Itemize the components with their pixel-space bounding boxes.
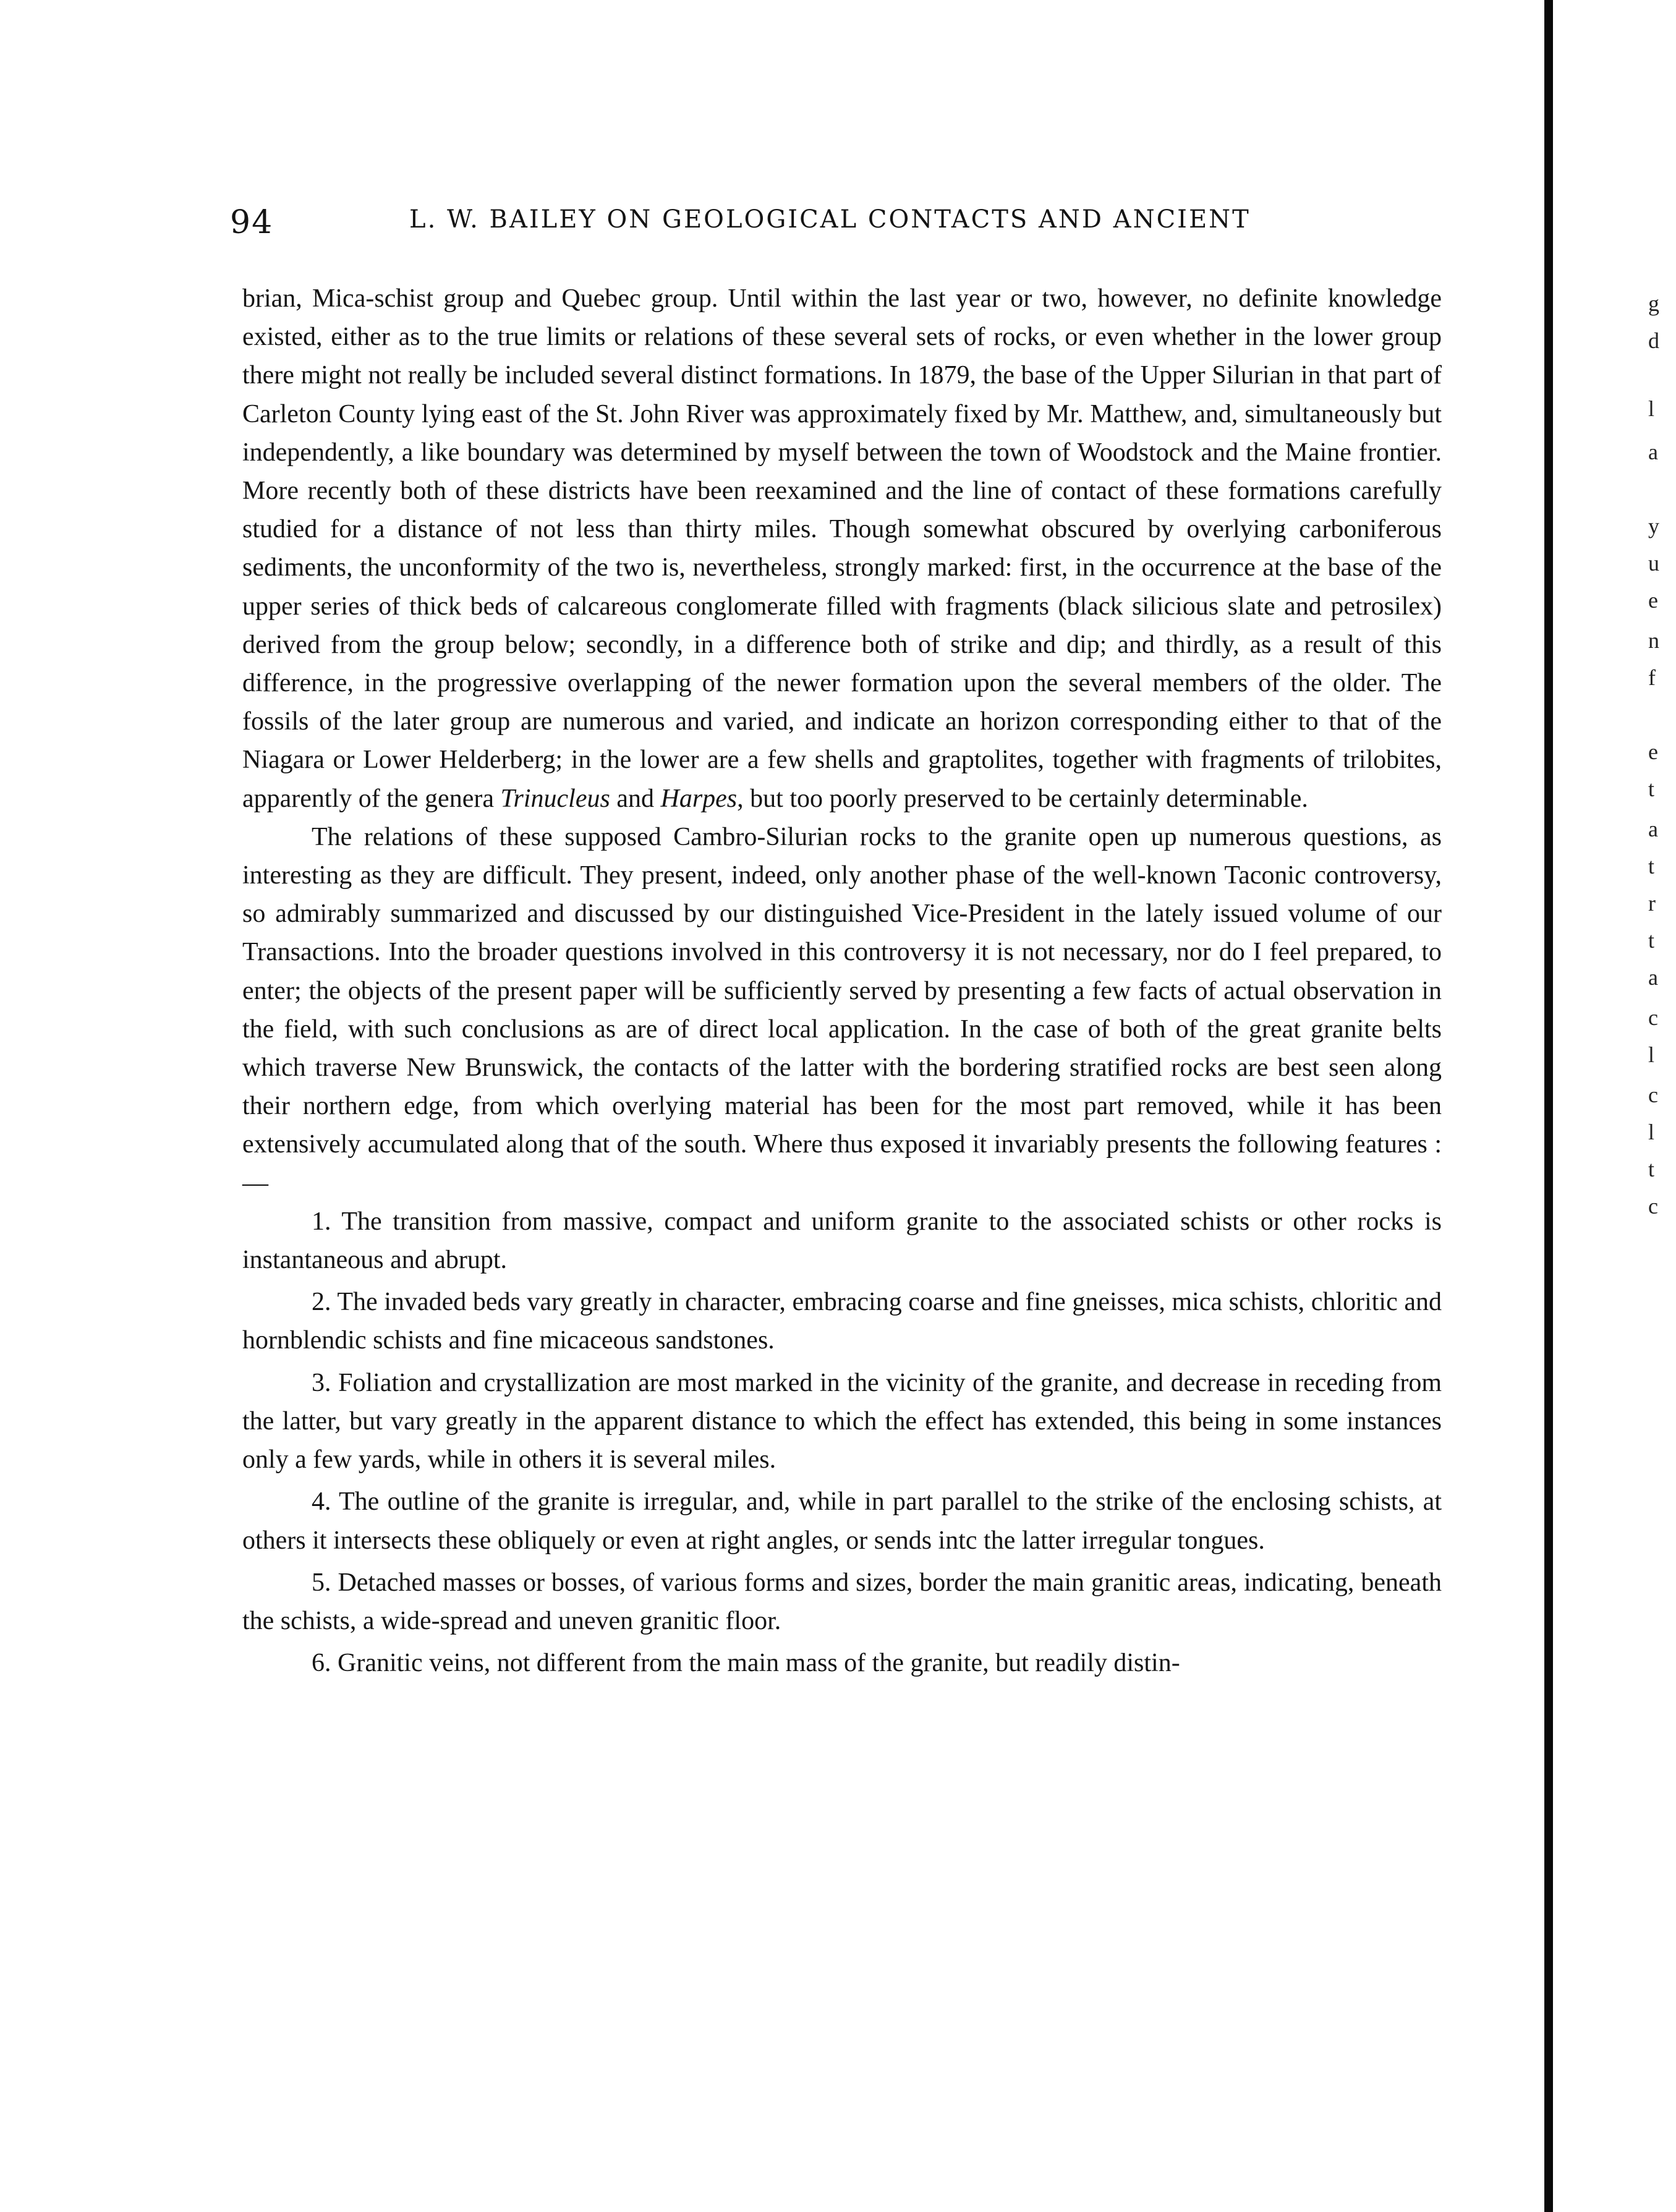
margin-fragment-char: e: [1648, 739, 1658, 764]
margin-fragment-char: t: [1648, 1157, 1655, 1181]
feature-item-3: 3. Foliation and crystallization are most marked in the vicinity of the granite, and decrease in receding from the latter, but vary greatly in the apparent distance to which the effect has extended, this being in some instances only a few yards, while in others it is several miles.: [242, 1368, 1442, 1474]
body-text: [242, 279, 1442, 1682]
margin-fragment-char: a: [1648, 817, 1658, 841]
paragraph-1-text-a: brian, Mica-schist group and Quebec group. Until within the last year or two, however, no definite knowledge existed, either as to the true limits or relations of these several sets of rocks, or even whether in the lower group there might not really be included several distinct formations. In 1879, the base of the Upper Silurian in that part of Carleton County lying east of the St. John River was approximately fixed by Mr. Matthew, and, simultaneously but independently, a like boundary was determined by myself between the town of Woodstock and the Maine frontier. More recently both of these districts have been reexamined and the line of contact of these formations carefully studied for a distance of not less than thirty miles. Though somewhat obscured by overlying carboniferous sediments, the unconformity of the two is, nevertheless, strongly marked: first, in the occurrence at the base of the upper series of thick beds of calcareous conglomerate filled with fragments (black silicious slate and petrosilex) derived from the group below; secondly, in a difference both of strike and dip; and thirdly, as a result of this difference, in the progressive overlapping of the newer formation upon the several members of the older. The fossils of the later group are numerous and varied, and indicate an horizon corresponding either to that of the Niagara or Lower Helderberg; in the lower are a few shells and graptolites, together with fragments of trilobites, apparently of the genera: [242, 284, 1442, 813]
genus-harpes: Harpes: [660, 784, 738, 813]
margin-fragment-char: l: [1648, 1042, 1655, 1067]
margin-fragment-char: c: [1648, 1083, 1658, 1107]
margin-fragment-char: t: [1648, 854, 1655, 878]
page-edge-rule: [1544, 0, 1553, 2212]
page-header: [230, 204, 1256, 253]
feature-item-1: 1. The transition from massive, compact and uniform granite to the associated schists or other rocks is instantaneous and abrupt.: [242, 1207, 1442, 1275]
genus-trinucleus: Trinucleus: [500, 784, 610, 813]
paragraph-1: [242, 279, 1442, 818]
margin-fragment-char: t: [1648, 776, 1655, 801]
margin-fragment-char: a: [1648, 965, 1658, 990]
feature-item-6: 6. Granitic veins, not different from the main mass of the granite, but readily distin-: [312, 1649, 1180, 1678]
running-head: L. W. BAILEY ON GEOLOGICAL CONTACTS AND ANCIENT: [409, 205, 1251, 234]
margin-fragment-char: l: [1648, 396, 1655, 421]
margin-fragment-char: g: [1648, 291, 1659, 316]
margin-fragment-char: u: [1648, 551, 1659, 576]
margin-fragment-char: t: [1648, 928, 1655, 953]
margin-fragment-char: n: [1648, 628, 1659, 653]
margin-fragment-char: f: [1648, 665, 1656, 690]
margin-fragment-char: c: [1648, 1005, 1658, 1030]
paragraph-1-text-c: , but too poorly preserved to be certainly determinable.: [737, 784, 1308, 813]
page-number: 94: [230, 204, 274, 241]
feature-item-2: 2. The invaded beds vary greatly in character, embracing coarse and fine gneisses, mica schists, chloritic and hornblendic schists and fine micaceous sandstones.: [242, 1288, 1442, 1355]
paragraph-2: The relations of these supposed Cambro-Silurian rocks to the granite open up numerous questions, as interesting as they are difficult. They present, indeed, only another phase of the well-known Taconic controversy, so admirably summarized and discussed by our distinguished Vice-President in the lately issued volume of our Transactions. Into the broader questions involved in this controversy it is not necessary, nor do I feel prepared, to enter; the objects of the present paper will be sufficiently served by presenting a few facts of actual observation in the field, with such conclusions as are of direct local application. In the case of both of the great granite belts which traverse New Brunswick, the contacts of the latter with the bordering stratified rocks are best seen along their northern edge, from which overlying material has been for the most part removed, while it has been extensively accumulated along that of the south. Where thus exposed it invariably presents the following features :—: [242, 822, 1442, 1197]
margin-fragment-char: d: [1648, 328, 1659, 353]
facing-page-margin-fragment: [1648, 0, 1676, 2212]
margin-fragment-char: a: [1648, 440, 1658, 464]
margin-fragment-char: c: [1648, 1194, 1658, 1219]
margin-fragment-char: y: [1648, 514, 1659, 538]
margin-fragment-char: r: [1648, 891, 1656, 916]
feature-item-5: 5. Detached masses or bosses, of various forms and sizes, border the main granitic areas, indicating, beneath the schists, a wide-spread and uneven granitic floor.: [242, 1568, 1442, 1635]
paragraph-1-text-b: and: [610, 784, 661, 813]
margin-fragment-char: e: [1648, 588, 1658, 613]
feature-item-4: 4. The outline of the granite is irregular, and, while in part parallel to the strike of the enclosing schists, at others it intersects these obliquely or even at right angles, or sends intc the latter irregular tongues.: [242, 1487, 1442, 1555]
margin-fragment-char: l: [1648, 1120, 1655, 1144]
